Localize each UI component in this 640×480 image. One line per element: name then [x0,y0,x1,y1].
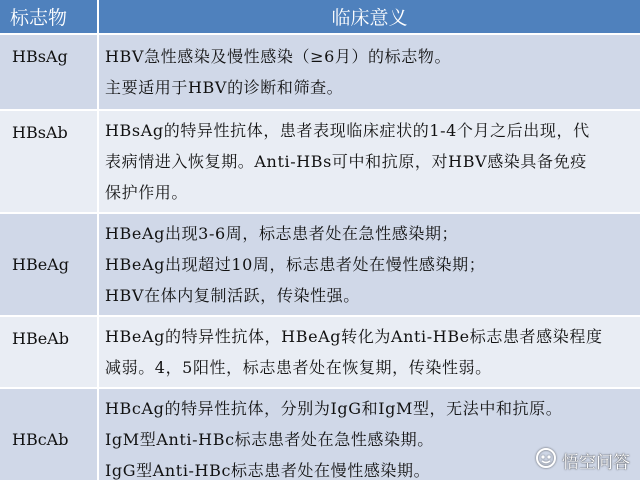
marker-name: HBsAb [0,110,98,213]
description-line: HBV急性感染及慢性感染（≥6月）的标志物。 [105,47,452,66]
marker-description [98,213,640,316]
table-header-row [0,0,640,34]
marker-description [98,316,640,388]
description-line: 减弱。4，5阳性，标志患者处在恢复期，传染性弱。 [105,358,492,377]
description-line: 主要适用于HBV的诊断和筛查。 [105,78,344,97]
header-clinical-significance: 临床意义 [98,0,640,34]
description-line: HBV在体内复制活跃，传染性强。 [105,286,360,305]
description-line: 保护作用。 [105,183,189,202]
description-line: IgG型Anti-HBc标志患者处在慢性感染期。 [105,460,431,480]
table-row [0,34,640,110]
description-line: 表病情进入恢复期。Anti-HBs可中和抗原，对HBV感染具备免疫 [105,152,587,171]
marker-description [98,34,640,110]
marker-name: HBeAg [0,213,98,316]
description-line: HBeAg的特异性抗体，HBeAg转化为Anti-HBe标志患者感染程度 [105,327,603,346]
description-line: HBsAg的特异性抗体，患者表现临床症状的1-4个月之后出现，代 [105,121,590,140]
watermark-text: 悟空问答 [562,453,630,473]
marker-name: HBcAb [0,388,98,480]
description-line: IgM型Anti-HBc标志患者处在急性感染期。 [105,429,434,449]
wukong-watermark [535,447,630,474]
table-row [0,213,640,316]
marker-name: HBsAg [0,34,98,110]
marker-description [98,110,640,213]
description-line: HBeAg出现超过10周，标志患者处在慢性感染期； [105,255,486,274]
table-row [0,110,640,213]
wukong-logo-icon [535,447,557,474]
marker-name: HBeAb [0,316,98,388]
description-line: HBcAg的特异性抗体，分别为IgG和IgM型，无法中和抗原。 [105,398,563,418]
description-line: HBeAg出现3-6周，标志患者处在急性感染期； [105,224,459,243]
table-row [0,316,640,388]
header-marker: 标志物 [0,0,98,34]
